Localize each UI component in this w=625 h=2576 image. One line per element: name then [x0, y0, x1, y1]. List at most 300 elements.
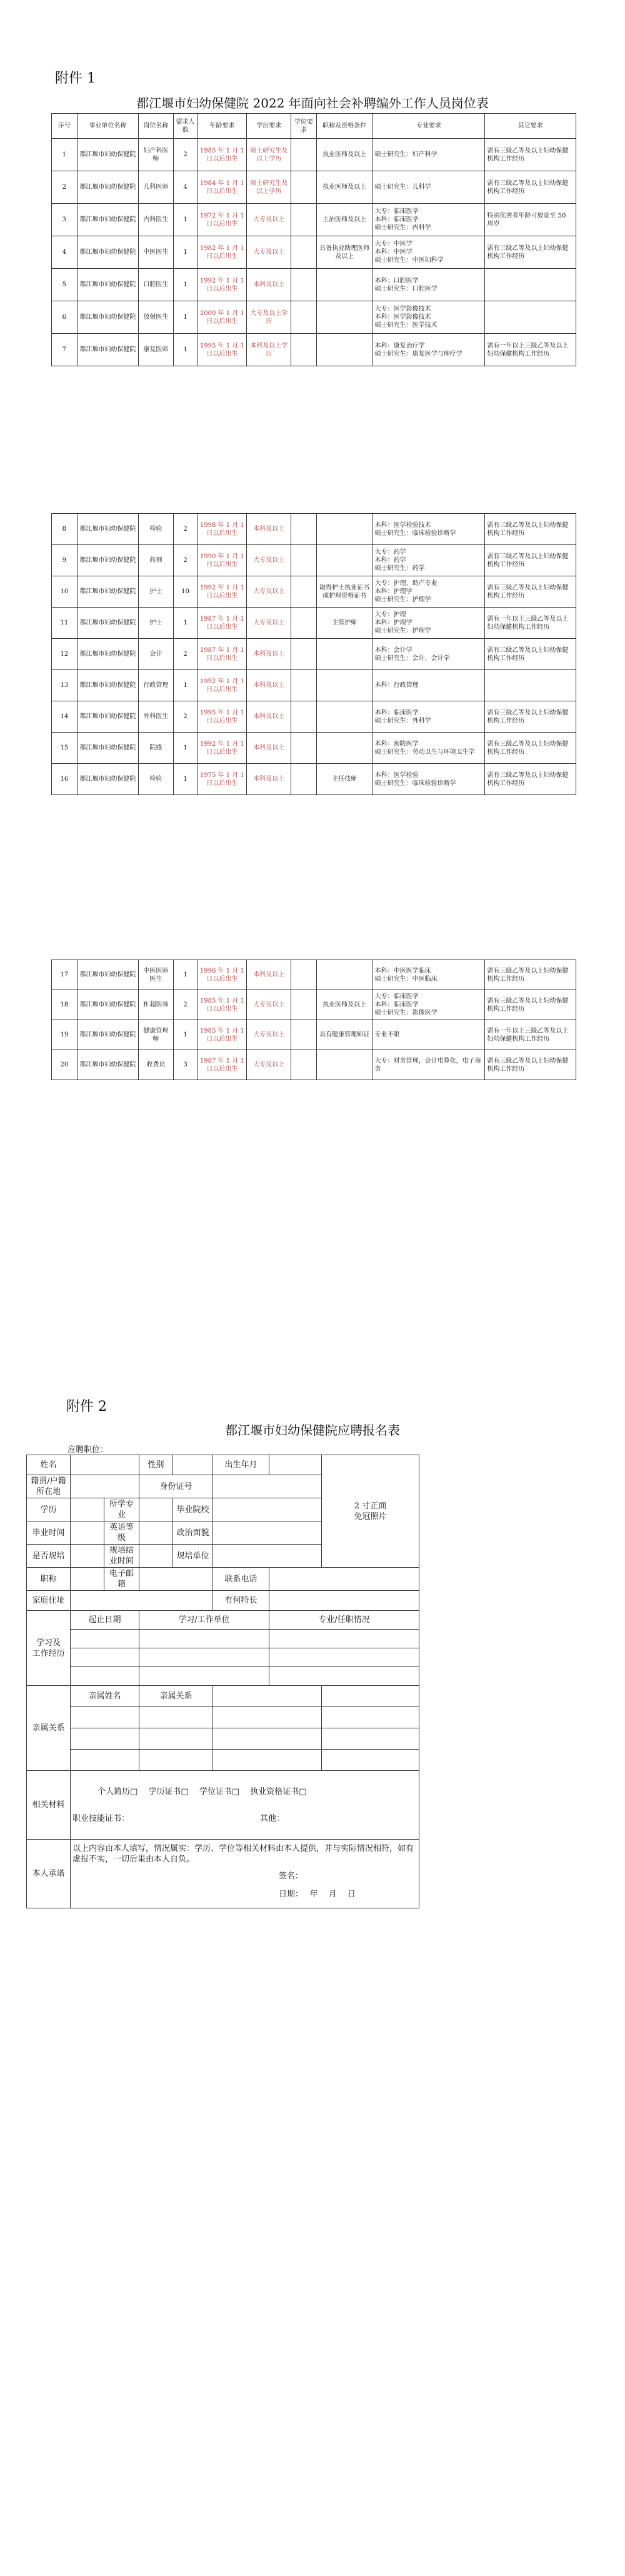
table-row	[52, 764, 576, 795]
family-cell[interactable]	[213, 1750, 322, 1771]
cell-other: 需有三级乙等及以上妇幼保健机构工作经历	[485, 733, 576, 764]
cell-no: 17	[52, 960, 78, 990]
applied-post-label: 应聘职位：	[68, 1445, 109, 1455]
cell-post: 康复医师	[139, 334, 174, 366]
cell-num: 2	[173, 701, 198, 733]
cell-age: 1975 年 1 月 1 日以后出生	[198, 764, 247, 795]
family-header-name: 亲属姓名	[71, 1686, 139, 1707]
cell-cert: 执业医师及以上	[316, 990, 372, 1020]
cell-age: 1992 年 1 月 1 日以后出生	[198, 733, 247, 764]
table-row	[52, 301, 576, 334]
cell-edu: 大专及以上	[247, 1050, 291, 1080]
cell-age: 1996 年 1 月 1 日以后出生	[198, 960, 247, 990]
other-materials-label: 其他：	[260, 1813, 285, 1823]
major-field[interactable]	[139, 1498, 173, 1521]
cell-cert: 具备执业助理医师及以上	[316, 236, 372, 269]
cell-edu: 本科及以上	[247, 514, 291, 545]
cell-post: B 超医师	[139, 990, 174, 1020]
cell-age: 1982 年 1 月 1 日以后出生	[198, 236, 247, 269]
family-cell[interactable]	[322, 1686, 419, 1707]
cell-deg	[291, 139, 317, 171]
grad-time-field[interactable]	[71, 1521, 104, 1545]
cell-cert	[316, 301, 372, 334]
email-field[interactable]	[139, 1568, 213, 1591]
family-cell[interactable]	[139, 1728, 213, 1750]
cell-post: 中医医生	[139, 236, 174, 269]
training-time-field[interactable]	[139, 1545, 173, 1568]
cell-no: 10	[52, 576, 78, 608]
promise-label: 本人承诺	[27, 1840, 71, 1908]
cell-age: 1987 年 1 月 1 日以后出生	[198, 608, 247, 639]
cell-major: 专业不限	[372, 1020, 485, 1050]
resume-cell[interactable]	[139, 1630, 269, 1648]
cell-other	[485, 301, 576, 334]
education-field[interactable]	[71, 1498, 104, 1521]
resume-header-position: 专业/任职情况	[269, 1611, 419, 1630]
cell-post: 护士	[139, 576, 174, 608]
table-row	[52, 639, 576, 670]
cell-major: 大专：护理，助产专业 本科：护理学 硕士研究生：护理学	[372, 576, 485, 608]
annex1-title: 都江堰市妇幼保健院 2022 年面向社会补聘编外工作人员岗位表	[136, 96, 489, 111]
family-cell[interactable]	[71, 1728, 139, 1750]
cell-major: 本科：预防医学 硕士研究生：劳动卫生与环境卫生学	[372, 733, 485, 764]
specialty-label: 有何特长	[213, 1591, 269, 1611]
cell-no: 15	[52, 733, 78, 764]
cell-cert	[316, 1050, 372, 1080]
gender-field[interactable]	[173, 1455, 213, 1475]
table-row	[52, 514, 576, 545]
cell-major: 大专：财务管理，会计电算化，电子商务	[372, 1050, 485, 1080]
table-row	[52, 171, 576, 204]
phone-field[interactable]	[269, 1568, 419, 1591]
cell-edu: 硕士研究生及以上学历	[247, 171, 291, 204]
cell-unit: 都江堰市妇幼保健院	[77, 514, 138, 545]
training-time-label: 规培结业时间	[104, 1545, 139, 1568]
cell-deg	[291, 960, 317, 990]
table-header-row	[52, 114, 576, 139]
promise-text: 以上内容由本人填写，情况属实：学历、学位等相关材料由本人提供，并与实际情况相符，如有虚报不实，一切后果由本人自负。	[72, 1844, 414, 1864]
cell-cert	[316, 334, 372, 366]
family-cell[interactable]	[322, 1750, 419, 1771]
table-row	[52, 334, 576, 366]
cell-post: 药剂	[139, 545, 174, 576]
resume-label: 学习及 工作经历	[27, 1611, 71, 1686]
cell-major: 本科：中医医学临床 硕士研究生：中医临床	[372, 960, 485, 990]
cell-major: 本科：临床医学 硕士研究生：外科学	[372, 701, 485, 733]
cell-num: 1	[173, 204, 198, 236]
political-field[interactable]	[213, 1521, 322, 1545]
column-header: 其它要求	[485, 114, 576, 139]
cell-num: 1	[173, 960, 198, 990]
jobs-table-page1	[51, 113, 576, 366]
cell-deg	[291, 764, 317, 795]
cell-other	[485, 670, 576, 701]
annex1-label: 附件 1	[55, 71, 96, 86]
cell-unit: 都江堰市妇幼保健院	[77, 576, 138, 608]
cell-unit: 都江堰市妇幼保健院	[77, 608, 138, 639]
cell-major: 本科：行政管理	[372, 670, 485, 701]
cell-major: 本科：医学检验 硕士研究生：临床检验诊断学	[372, 764, 485, 795]
annex2-label: 附件 2	[66, 1399, 107, 1415]
jobs-table-page3	[51, 960, 576, 1080]
cell-unit: 都江堰市妇幼保健院	[77, 139, 138, 171]
cell-no: 1	[52, 139, 78, 171]
cell-unit: 都江堰市妇幼保健院	[77, 301, 138, 334]
school-field[interactable]	[213, 1498, 322, 1521]
cell-major: 大专：护理 本科：护理学 硕士研究生：护理学	[372, 608, 485, 639]
table-row	[52, 1020, 576, 1050]
cell-major: 本科：会计学 硕士研究生：会计，会计学	[372, 639, 485, 670]
cell-deg	[291, 990, 317, 1020]
cell-cert: 主任技师	[316, 764, 372, 795]
cell-deg	[291, 733, 317, 764]
cell-post: 口腔医生	[139, 269, 174, 301]
cell-post: 儿科医师	[139, 171, 174, 204]
cell-unit: 都江堰市妇幼保健院	[77, 204, 138, 236]
cell-other: 需有三级乙等及以上妇幼保健机构工作经历	[485, 576, 576, 608]
cell-unit: 都江堰市妇幼保健院	[77, 236, 138, 269]
cell-age: 1972 年 1 月 1 日以后出生	[198, 204, 247, 236]
table-row	[52, 139, 576, 171]
cell-deg	[291, 334, 317, 366]
cell-post: 院感	[139, 733, 174, 764]
cell-major: 大专：中医学 本科：中医学 硕士研究生：中医妇科学	[372, 236, 485, 269]
origin-label: 籍贯/户籍所在地	[27, 1475, 71, 1498]
cell-deg	[291, 1020, 317, 1050]
origin-field[interactable]	[71, 1475, 139, 1498]
family-cell[interactable]	[213, 1707, 322, 1728]
cell-post: 收费员	[139, 1050, 174, 1080]
address-label: 家庭住址	[27, 1591, 71, 1611]
birth-label: 出生年月	[213, 1455, 269, 1475]
cell-no: 20	[52, 1050, 78, 1080]
cell-deg	[291, 514, 317, 545]
cell-edu: 大专及以上	[247, 576, 291, 608]
table-row	[52, 733, 576, 764]
column-header: 需求人数	[173, 114, 198, 139]
cell-other: 需有三级乙等及以上妇幼保健机构工作经历	[485, 171, 576, 204]
cell-other: 需有三级乙等及以上妇幼保健机构工作经历	[485, 701, 576, 733]
table-row	[52, 236, 576, 269]
cell-unit: 都江堰市妇幼保健院	[77, 990, 138, 1020]
cell-other: 需有三级乙等及以上妇幼保健机构工作经历	[485, 990, 576, 1020]
cell-num: 2	[173, 514, 198, 545]
cell-age: 1998 年 1 月 1 日以后出生	[198, 514, 247, 545]
cell-major: 大专：药学 本科：药学 硕士研究生：药学	[372, 545, 485, 576]
title-label: 职称	[27, 1568, 71, 1591]
cell-no: 12	[52, 639, 78, 670]
cell-no: 13	[52, 670, 78, 701]
cell-deg	[291, 236, 317, 269]
cell-cert	[316, 960, 372, 990]
resume-header-unit: 学习/工作单位	[139, 1611, 269, 1630]
column-header: 专业要求	[372, 114, 485, 139]
family-cell[interactable]	[213, 1686, 322, 1707]
cell-edu: 本科及以上	[247, 670, 291, 701]
cell-other: 需有一年以上三级乙等及以上妇幼保健机构工作经历	[485, 334, 576, 366]
cell-major: 硕士研究生：儿科学	[372, 171, 485, 204]
family-cell[interactable]	[322, 1707, 419, 1728]
political-label: 政治面貌	[173, 1521, 213, 1545]
cell-other: 特别优秀者年龄可放宽至 50 周岁	[485, 204, 576, 236]
major-label: 所学专业	[104, 1498, 139, 1521]
cell-deg	[291, 1050, 317, 1080]
cell-major: 大专：医学影像技术 本科：医学影像技术 硕士研究生：医学技术	[372, 301, 485, 334]
cell-num: 1	[173, 608, 198, 639]
cell-edu: 本科及以上	[247, 764, 291, 795]
gender-label: 性别	[139, 1455, 173, 1475]
family-cell[interactable]	[139, 1707, 213, 1728]
cell-deg	[291, 204, 317, 236]
english-label: 英语等级	[104, 1521, 139, 1545]
cell-cert: 执业医师及以上	[316, 139, 372, 171]
cell-major: 本科：医学检验技术 硕士研究生：临床检验诊断学	[372, 514, 485, 545]
cell-other: 需有三级乙等及以上妇幼保健机构工作经历	[485, 960, 576, 990]
training-unit-label: 规培单位	[173, 1545, 213, 1568]
name-label: 姓名	[27, 1455, 71, 1475]
cell-num: 1	[173, 334, 198, 366]
cell-cert	[316, 514, 372, 545]
cell-age: 1992 年 1 月 1 日以后出生	[198, 670, 247, 701]
cell-edu: 本科及以上	[247, 960, 291, 990]
cell-num: 2	[173, 639, 198, 670]
application-form	[26, 1455, 419, 1908]
family-label: 亲属关系	[27, 1686, 71, 1771]
cell-other: 需有一年以上三级乙等及以上妇幼保健机构工作经历	[485, 1020, 576, 1050]
training-field[interactable]	[71, 1545, 104, 1568]
cell-no: 7	[52, 334, 78, 366]
cell-cert	[316, 269, 372, 301]
cell-post: 检验	[139, 764, 174, 795]
cell-edu: 大专及以上	[247, 608, 291, 639]
cell-no: 19	[52, 1020, 78, 1050]
cell-post: 护士	[139, 608, 174, 639]
cell-unit: 都江堰市妇幼保健院	[77, 334, 138, 366]
family-cell[interactable]	[213, 1728, 322, 1750]
cell-edu: 本科及以上	[247, 733, 291, 764]
specialty-field[interactable]	[269, 1591, 419, 1611]
cell-no: 16	[52, 764, 78, 795]
cell-edu: 大专及以上	[247, 1020, 291, 1050]
resume-cell[interactable]	[71, 1630, 139, 1648]
cell-cert	[316, 733, 372, 764]
cell-major: 大专：临床医学 本科：临床医学 硕士研究生：内科学	[372, 204, 485, 236]
photo-box[interactable]: 2 寸正面 免冠照片	[322, 1455, 419, 1568]
cell-other: 需有三级乙等及以上妇幼保健机构工作经历	[485, 514, 576, 545]
cell-post: 妇产科医师	[139, 139, 174, 171]
materials-label: 相关材料	[27, 1771, 71, 1840]
cell-post: 会计	[139, 639, 174, 670]
cell-major: 硕士研究生：妇产科学	[372, 139, 485, 171]
resume-cell[interactable]	[71, 1667, 139, 1686]
email-label: 电子邮箱	[104, 1568, 139, 1591]
cell-other: 需有三级乙等及以上妇幼保健机构工作经历	[485, 1050, 576, 1080]
cell-no: 8	[52, 514, 78, 545]
cell-age: 1984 年 1 月 1 日以后出生	[198, 171, 247, 204]
name-field[interactable]	[71, 1455, 139, 1475]
cell-major: 大专：临床医学 本科：临床医学 硕士研究生：影像医学	[372, 990, 485, 1020]
table-row	[52, 1050, 576, 1080]
cell-unit: 都江堰市妇幼保健院	[77, 639, 138, 670]
education-label: 学历	[27, 1498, 71, 1521]
cell-cert: 主治医师及以上	[316, 204, 372, 236]
cell-edu: 本科及以上	[247, 639, 291, 670]
table-row	[52, 204, 576, 236]
column-header: 岗位名称	[139, 114, 174, 139]
cell-num: 1	[173, 301, 198, 334]
resume-cell[interactable]	[139, 1667, 269, 1686]
annex2-title: 都江堰市妇幼保健院应聘报名表	[225, 1423, 400, 1438]
cell-post: 外科医生	[139, 701, 174, 733]
family-header-relation: 亲属关系	[139, 1686, 213, 1707]
cell-age: 1987 年 1 月 1 日以后出生	[198, 1050, 247, 1080]
table-row	[52, 960, 576, 990]
cell-no: 2	[52, 171, 78, 204]
grad-time-label: 毕业时间	[27, 1521, 71, 1545]
family-cell[interactable]	[139, 1750, 213, 1771]
materials-cell[interactable]	[71, 1771, 419, 1840]
cell-edu: 大专及以上学历	[247, 301, 291, 334]
cell-cert: 主管护师	[316, 608, 372, 639]
cell-age: 1985 年 1 月 1 日以后出生	[198, 139, 247, 171]
cell-age: 1987 年 1 月 1 日以后出生	[198, 639, 247, 670]
cell-age: 1992 年 1 月 1 日以后出生	[198, 269, 247, 301]
promise-cell	[71, 1840, 419, 1908]
cell-other: 需有三级乙等及以上妇幼保健机构工作经历	[485, 764, 576, 795]
cell-other: 需有三级乙等及以上妇幼保健机构工作经历	[485, 545, 576, 576]
cell-no: 11	[52, 608, 78, 639]
cell-deg	[291, 269, 317, 301]
cell-unit: 都江堰市妇幼保健院	[77, 670, 138, 701]
column-header: 序号	[52, 114, 78, 139]
cell-major: 本科：口腔医学 硕士研究生：口腔医学	[372, 269, 485, 301]
cell-cert	[316, 639, 372, 670]
cell-age: 2000 年 1 月 1 日以后出生	[198, 301, 247, 334]
cell-post: 行政管理	[139, 670, 174, 701]
cell-num: 1	[173, 670, 198, 701]
cell-post: 内科医生	[139, 204, 174, 236]
cell-num: 2	[173, 545, 198, 576]
cell-num: 1	[173, 764, 198, 795]
cell-deg	[291, 608, 317, 639]
cell-num: 1	[173, 236, 198, 269]
resume-cell[interactable]	[269, 1648, 419, 1667]
cell-unit: 都江堰市妇幼保健院	[77, 764, 138, 795]
family-cell[interactable]	[71, 1750, 139, 1771]
english-field[interactable]	[139, 1521, 173, 1545]
cell-other: 需有一年以上三级乙等及以上妇幼保健机构工作经历	[485, 608, 576, 639]
family-cell[interactable]	[322, 1728, 419, 1750]
table-row	[52, 576, 576, 608]
cell-num: 4	[173, 171, 198, 204]
cell-unit: 都江堰市妇幼保健院	[77, 1050, 138, 1080]
cell-unit: 都江堰市妇幼保健院	[77, 545, 138, 576]
table-row	[52, 990, 576, 1020]
cell-deg	[291, 576, 317, 608]
cell-unit: 都江堰市妇幼保健院	[77, 960, 138, 990]
phone-label: 联系电话	[213, 1568, 269, 1591]
school-label: 毕业院校	[173, 1498, 213, 1521]
training-unit-field[interactable]	[213, 1545, 322, 1568]
cell-cert: 取得护士执业证书或护理资格证书	[316, 576, 372, 608]
cell-major: 本科：康复治疗学 硕士研究生：康复医学与理疗学	[372, 334, 485, 366]
cell-no: 3	[52, 204, 78, 236]
column-header: 职称及资格条件	[316, 114, 372, 139]
jobs-table-page2	[51, 513, 576, 795]
signature-label[interactable]: 签名：	[279, 1872, 304, 1881]
cell-num: 3	[173, 1050, 198, 1080]
birth-field[interactable]	[269, 1455, 322, 1475]
cell-num: 1	[173, 1020, 198, 1050]
cell-unit: 都江堰市妇幼保健院	[77, 701, 138, 733]
cell-other: 需有三级乙等及以上妇幼保健机构工作经历	[485, 639, 576, 670]
cell-post: 检验	[139, 514, 174, 545]
title-field[interactable]	[71, 1568, 104, 1591]
materials-checkboxes[interactable]: 个人简历□ 学历证书□ 学位证书□ 执业资格证书□	[98, 1787, 307, 1797]
cell-deg	[291, 639, 317, 670]
cell-cert	[316, 670, 372, 701]
column-header: 学位要求	[291, 114, 317, 139]
address-field[interactable]	[71, 1591, 213, 1611]
date-label: 日期： 年 月 日	[279, 1890, 356, 1899]
cell-unit: 都江堰市妇幼保健院	[77, 733, 138, 764]
column-header: 事业单位名称	[77, 114, 138, 139]
cell-edu: 本科及以上	[247, 269, 291, 301]
resume-header-dates: 起止日期	[71, 1611, 139, 1630]
table-row	[52, 608, 576, 639]
cell-edu: 本科及以上学历	[247, 334, 291, 366]
id-field[interactable]	[213, 1475, 322, 1498]
cell-deg	[291, 701, 317, 733]
cell-post: 健康管理师	[139, 1020, 174, 1050]
cell-edu: 硕士研究生及以上学历	[247, 139, 291, 171]
cell-age: 1995 年 1 月 1 日以后出生	[198, 334, 247, 366]
cell-deg	[291, 171, 317, 204]
cell-edu: 大专及以上	[247, 545, 291, 576]
cell-no: 18	[52, 990, 78, 1020]
resume-cell[interactable]	[269, 1667, 419, 1686]
cell-edu: 大专及以上	[247, 236, 291, 269]
resume-cell[interactable]	[71, 1648, 139, 1667]
resume-cell[interactable]	[139, 1648, 269, 1667]
cell-age: 1990 年 1 月 1 日以后出生	[198, 545, 247, 576]
cell-num: 10	[173, 576, 198, 608]
cell-age: 1985 年 1 月 1 日以后出生	[198, 1020, 247, 1050]
cell-num: 2	[173, 139, 198, 171]
cell-unit: 都江堰市妇幼保健院	[77, 269, 138, 301]
cell-num: 2	[173, 990, 198, 1020]
cell-deg	[291, 545, 317, 576]
cell-unit: 都江堰市妇幼保健院	[77, 171, 138, 204]
cell-age: 1985 年 1 月 1 日以后出生	[198, 990, 247, 1020]
cell-cert: 具有健康管理师证	[316, 1020, 372, 1050]
family-cell[interactable]	[71, 1707, 139, 1728]
cell-no: 5	[52, 269, 78, 301]
cell-other	[485, 269, 576, 301]
table-row	[52, 670, 576, 701]
cell-unit: 都江堰市妇幼保健院	[77, 1020, 138, 1050]
cell-num: 1	[173, 269, 198, 301]
cell-no: 14	[52, 701, 78, 733]
cell-cert	[316, 545, 372, 576]
table-row	[52, 701, 576, 733]
cell-post: 放射医生	[139, 301, 174, 334]
cell-no: 9	[52, 545, 78, 576]
cell-age: 1992 年 1 月 1 日以后出生	[198, 576, 247, 608]
resume-cell[interactable]	[269, 1630, 419, 1648]
training-label: 是否规培	[27, 1545, 71, 1568]
cell-deg	[291, 670, 317, 701]
